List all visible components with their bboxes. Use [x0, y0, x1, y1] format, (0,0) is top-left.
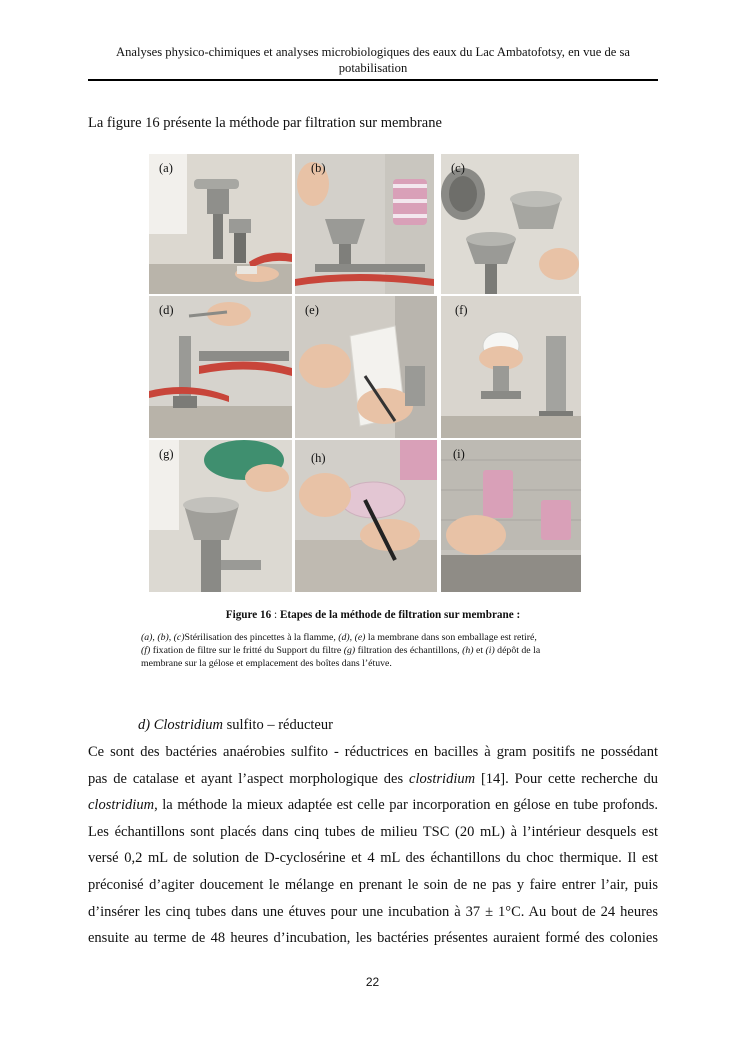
- paragraph-line: [88, 766, 658, 793]
- line-text: [14]. Pour cette recherche du: [475, 770, 658, 787]
- section-genus: Clostridium: [153, 717, 224, 733]
- caption-ref: (a), (b), (c): [141, 632, 185, 643]
- panel-b: [295, 154, 434, 294]
- panel-label: (h): [311, 451, 326, 465]
- figure-number: Figure 16: [225, 609, 272, 621]
- line-text: ensuite au terme de 48 heures d’incubation, les bactéries présentes auraient formé des colonies: [88, 930, 658, 947]
- section-title-rest: sulfito – réducteur: [223, 717, 333, 733]
- genus-italic: clostridium: [409, 770, 476, 787]
- line-text: Ce sont des bactéries anaérobies sulfito - réductrices en bacilles à gram positifs ne possédant: [88, 744, 658, 760]
- paragraph-line: [88, 925, 658, 952]
- panel-label: (g): [159, 447, 174, 461]
- caption-separator: :: [271, 609, 280, 621]
- line-text: versé 0,2 mL de solution de D-cyclosérine et 4 mL des échantillons du choc thermique. Il est: [88, 850, 658, 867]
- sample-pouring-photo-icon: [149, 440, 292, 592]
- incubator-plates-photo-icon: [441, 440, 581, 592]
- header-line-2: potabilisation: [338, 61, 408, 75]
- figure-caption-description: [141, 631, 611, 670]
- body-paragraph: [88, 739, 658, 952]
- panel-label: (d): [159, 303, 174, 317]
- panel-c: [441, 154, 579, 294]
- caption-text: membrane sur la gélose et emplacement des boîtes dans l’étuve.: [141, 658, 392, 669]
- caption-text: dépôt de la: [494, 645, 541, 656]
- panel-label: (f): [455, 303, 468, 317]
- figure-16-photo-grid: [149, 154, 581, 592]
- panel-g: [149, 440, 292, 592]
- line-text: , la méthode la mieux adaptée est celle par incorporation en gélose en tube profonds.: [154, 797, 658, 814]
- panel-label: (b): [311, 161, 326, 175]
- panel-e: [295, 296, 437, 438]
- caption-ref: (f): [141, 645, 151, 656]
- paragraph-line: [88, 819, 658, 846]
- panel-label: (c): [451, 161, 465, 175]
- panel-f: [441, 296, 581, 438]
- panel-a: [149, 154, 292, 294]
- genus-italic: clostridium: [88, 797, 155, 814]
- page-number: 22: [365, 975, 380, 989]
- panel-label: (e): [305, 303, 319, 317]
- line-text: d’insérer les cinq tubes dans une étuves pour une incubation à 37 ± 1°C. Au bout de 24 heures: [88, 903, 658, 920]
- caption-text: et: [473, 645, 486, 656]
- header-line-1: Analyses physico-chimiques et analyses microbiologiques des eaux du Lac Ambatofotsy, en vue de sa: [115, 45, 630, 59]
- caption-text: Stérilisation des pincettes à la flamme,: [184, 632, 339, 643]
- caption-text: filtration des échantillons,: [355, 645, 463, 656]
- line-text: pas de catalase et ayant l’aspect morphologique des: [88, 770, 410, 787]
- paragraph-line: [88, 899, 658, 926]
- caption-text: fixation de filtre sur le fritté du Support du filtre: [150, 645, 344, 656]
- line-text: préconisé d’agiter doucement le mélange en prenant le soin de ne pas y faire entrer l’air, puis: [88, 876, 658, 893]
- paragraph-line: [88, 739, 658, 766]
- caption-ref: (g): [343, 645, 356, 656]
- panel-label: (a): [159, 161, 173, 175]
- paragraph-line: [88, 792, 658, 819]
- section-prefix: d): [138, 717, 154, 733]
- paragraph-line: [88, 872, 658, 899]
- panel-d: [149, 296, 292, 438]
- panel-i: [441, 440, 581, 592]
- panel-h: [295, 440, 437, 592]
- panel-label: (i): [453, 447, 465, 461]
- section-heading: [138, 717, 333, 734]
- paragraph-line: [88, 845, 658, 872]
- running-header: [88, 44, 658, 81]
- caption-ref: (d), (e): [338, 632, 366, 643]
- figure-title: Etapes de la méthode de filtration sur membrane :: [279, 609, 521, 621]
- line-text: Les échantillons sont placés dans cinq tubes de milieu TSC (20 mL) à l’intérieur desquels est: [88, 823, 658, 840]
- intro-sentence: La figure 16 présente la méthode par filtration sur membrane: [88, 115, 442, 131]
- caption-text: la membrane dans son emballage est retiré,: [365, 632, 537, 643]
- figure-caption-title: [88, 609, 658, 621]
- caption-ref: (i): [485, 645, 495, 656]
- caption-ref: (h): [462, 645, 474, 656]
